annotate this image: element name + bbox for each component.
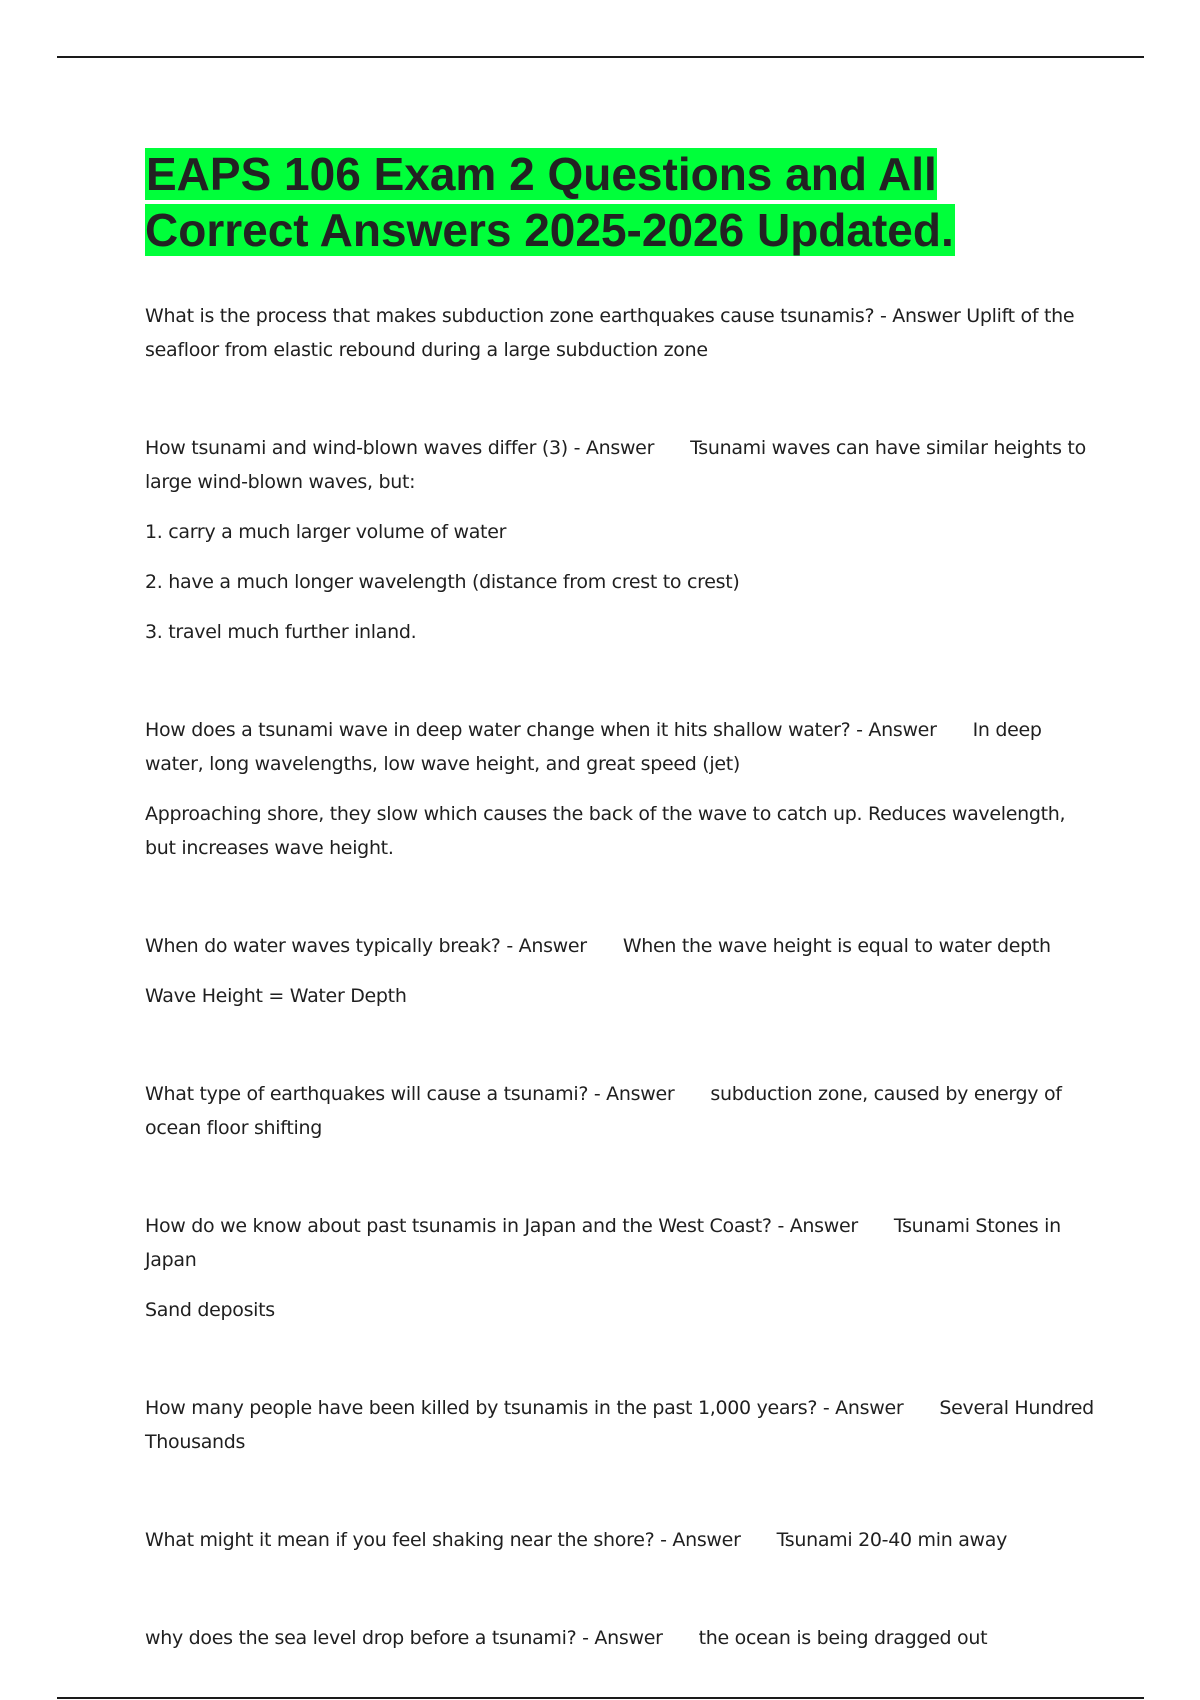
answer-text: Uplift of the seafloor from elastic rebound during a large subduction zone [145, 305, 1075, 361]
answer-line: Approaching shore, they slow which causes the back of the wave to catch up. Reduces wavelength, but increases wave height. [145, 803, 1066, 859]
answer-text: Tsunami waves can have similar heights to large wind-blown waves, but: [145, 437, 1086, 493]
qa-question-answer [145, 1391, 1095, 1459]
qa-question-answer [145, 1621, 1095, 1655]
question-text: What is the process that makes subduction zone earthquakes cause tsunamis? - Answer [145, 305, 961, 327]
title-highlight: EAPS 106 Exam 2 Questions and All Correct Answers 2025-2026 Updated. [145, 148, 954, 256]
question-text: When do water waves typically break? - Answer [145, 935, 587, 957]
answer-text: Tsunami Stones in Japan [145, 1215, 1061, 1271]
qa-question-answer [145, 1523, 1095, 1557]
question-text: why does the sea level drop before a tsunami? - Answer [145, 1627, 663, 1649]
document-body [145, 146, 1095, 1655]
qa-item [145, 1077, 1095, 1145]
question-text: How does a tsunami wave in deep water change when it hits shallow water? - Answer [145, 719, 937, 741]
answer-line: Sand deposits [145, 1299, 275, 1321]
qa-item [145, 299, 1095, 367]
answer-line: 1. carry a much larger volume of water [145, 521, 507, 543]
footer-rule [57, 1697, 1144, 1699]
question-text: How do we know about past tsunamis in Japan and the West Coast? - Answer [145, 1215, 858, 1237]
answer-text: Tsunami 20-40 min away [776, 1529, 1008, 1551]
qa-question-answer [145, 713, 1095, 781]
qa-item [145, 1391, 1095, 1459]
question-text: How tsunami and wind-blown waves differ (3) - Answer [145, 437, 655, 459]
qa-item [145, 1209, 1095, 1327]
qa-question-answer [145, 299, 1095, 367]
question-text: What type of earthquakes will cause a tsunami? - Answer [145, 1083, 675, 1105]
answer-text: In deep water, long wavelengths, low wave height, and great speed (jet) [145, 719, 1042, 775]
answer-text: subduction zone, caused by energy of ocean floor shifting [145, 1083, 1062, 1139]
question-text: What might it mean if you feel shaking near the shore? - Answer [145, 1529, 741, 1551]
answer-line: Wave Height = Water Depth [145, 985, 407, 1007]
qa-item [145, 431, 1095, 649]
answer-line: 2. have a much longer wavelength (distance from crest to crest) [145, 571, 740, 593]
document-title [145, 146, 1095, 258]
qa-item [145, 1621, 1095, 1655]
answer-text: the ocean is being dragged out [698, 1627, 988, 1649]
qa-item [145, 929, 1095, 1013]
qa-question-answer [145, 1077, 1095, 1145]
header-rule [57, 56, 1144, 58]
qa-question-answer [145, 929, 1095, 963]
qa-item [145, 1523, 1095, 1557]
qa-question-answer [145, 1209, 1095, 1277]
question-text: How many people have been killed by tsunamis in the past 1,000 years? - Answer [145, 1397, 904, 1419]
answer-text: When the wave height is equal to water depth [622, 935, 1051, 957]
answer-text: Several Hundred Thousands [145, 1397, 1094, 1453]
qa-question-answer [145, 431, 1095, 499]
answer-line: 3. travel much further inland. [145, 621, 417, 643]
qa-item [145, 713, 1095, 865]
